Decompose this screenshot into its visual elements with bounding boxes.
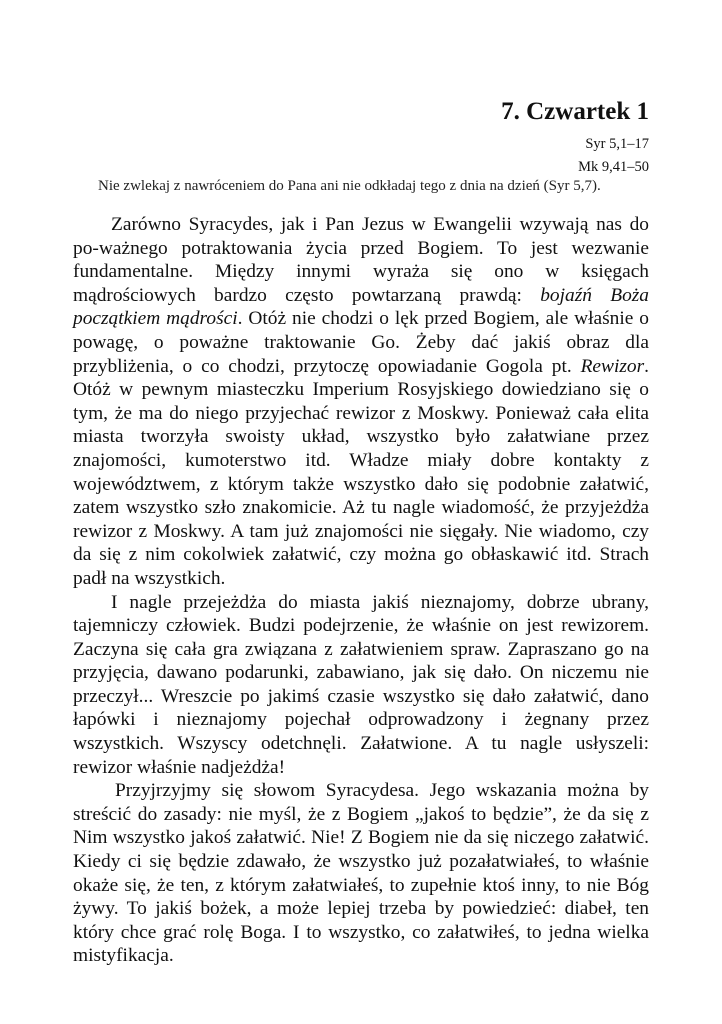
paragraph-1-part-c: . Otóż w pewnym miasteczku Imperium Rosyjskiego dowiedziano się o tym, że ma do niego przyjechać rewizor z Moskwy. Ponieważ cała elita miasta tworzyła swoisty układ, wszystko było załatwiane przez znajomości, kumoterstwo itd. Władze miały dobre kontakty z województwem, z którym także wszystko dało się podobnie załatwić, zatem wszystko szło znakomicie. Aż tu nagle wiadomość, że przyjeżdża rewizor z Moskwy. A tam już znajomości nie sięgały. Nie wiadomo, czy da się z nim cokolwiek załatwić, czy można go obłaskawić itd. Strach padł na wszystkich. bbox=[73, 355, 649, 589]
paragraph-3: Przyjrzyjmy się słowom Syracydesa. Jego wskazania można by streścić do zasady: nie myśl, że z Bogiem „jakoś to będzie”, że da się z Nim wszystko jakoś załatwić. Nie! Z Bogiem nie da się niczego załatwić. Kiedy ci się będzie zdawało, że wszystko już pozałatwiałeś, to właśnie okaże się, że ten, z którym załatwiałeś, to zupełnie ktoś inny, to nie Bóg żywy. To jakiś bożek, a może lepiej trzeba by powiedzieć: diabeł, ten który chce grać rolę Boga. I to wszystko, co załatwiłeś, to jedna wielka mistyfikacja. bbox=[73, 780, 649, 967]
paragraph-1-part-a: Zarówno Syracydes, jak i Pan Jezus w Ewangelii wzywają nas do po-ważnego potraktowania życia przed Bogiem. To jest wezwanie fundamentalne. Między innymi wyraża się ono w księgach mądrościowych bardzo często powtarzaną prawdą: bbox=[73, 214, 649, 306]
motto: Nie zwlekaj z nawróceniem do Pana ani nie odkładaj tego z dnia na dzień (Syr 5,7). bbox=[98, 178, 601, 194]
paragraph-1-emphasis-2: Rewizor bbox=[580, 355, 645, 377]
scripture-reference-2: Mk 9,41–50 bbox=[578, 159, 649, 175]
scripture-reference-1: Syr 5,1–17 bbox=[585, 136, 649, 152]
paragraph-2: I nagle przejeżdża do miasta jakiś nieznajomy, dobrze ubrany, tajemniczy człowiek. Budzi podejrzenie, że właśnie on jest rewizorem. Zaczyna się cała gra związana z załatwieniem spraw. Zapraszano go na przyjęcia, dawano podarunki, zabawiano, jak się dało. On niczemu nie przeczył... Wreszcie po jakimś czasie wszystko się dało załatwić, dano łapówki i nieznajomy pojechał odprowadzony i żegnany przez wszystkich. Wszyscy odetchnęli. Załatwione. A tu nagle usłyszeli: rewizor właśnie nadjeżdża! bbox=[73, 591, 649, 778]
body-text bbox=[73, 213, 649, 968]
paragraph-1 bbox=[73, 213, 649, 591]
paragraph-1-part-b: . Otóż nie chodzi o lęk przed Bogiem, ale właśnie o powagę, o poważne traktowanie Go. Żeby dać jakiś obraz dla przybliżenia, o co chodzi, przytoczę opowiadanie Gogola pt. bbox=[73, 308, 649, 377]
paragraph-1-emphasis-1: bojaźń Boża początkiem mądrości bbox=[73, 284, 649, 330]
chapter-title: 7. Czwartek 1 bbox=[501, 98, 649, 125]
